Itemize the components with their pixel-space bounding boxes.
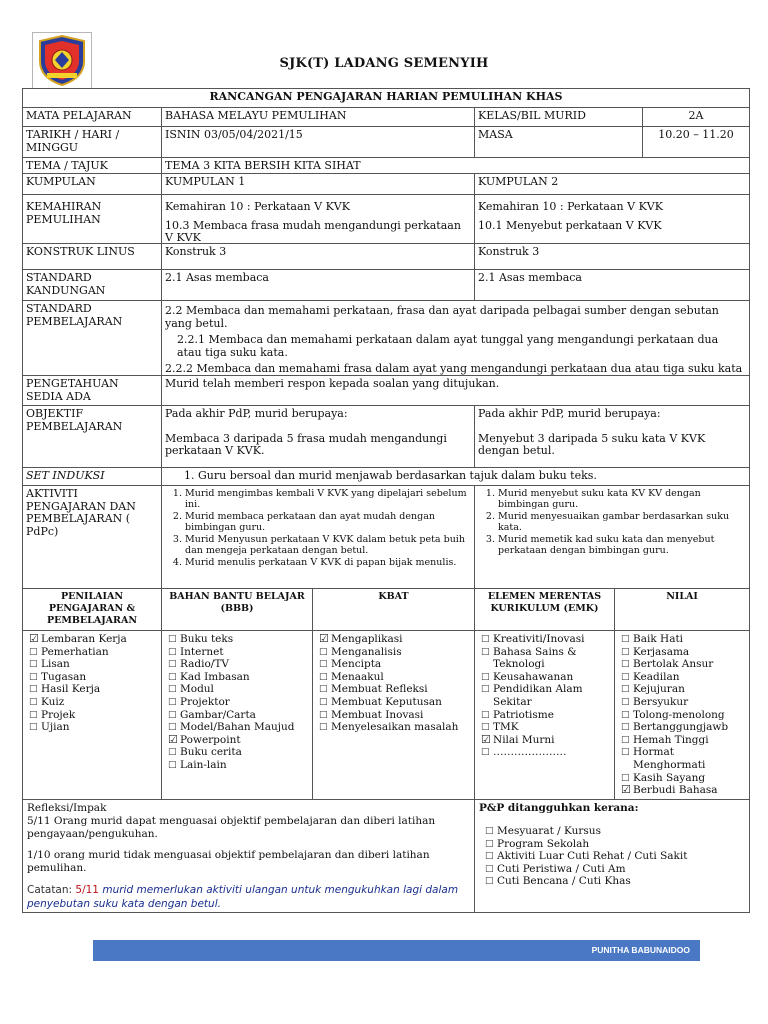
class-label: KELAS/BIL MURID xyxy=(475,108,643,126)
lesson-plan-table xyxy=(22,88,750,913)
group-1-heading: KUMPULAN 1 xyxy=(162,174,475,194)
reflection-label: Refleksi/Impak xyxy=(27,802,107,814)
activities-group-2 xyxy=(475,486,749,588)
list-item: 2. Murid membaca perkataan dan ayat mudah dengan bimbingan guru. xyxy=(185,511,471,533)
checkbox-item[interactable]: □ Tolong-menolong xyxy=(633,709,745,722)
note-label: Catatan: xyxy=(27,884,73,896)
list-item: 3. Murid memetik kad suku kata dan menyebut perkataan dengan bimbingan guru. xyxy=(498,534,746,556)
checkbox-item[interactable]: □ Kerjasama xyxy=(633,646,745,659)
note-text: murid memerlukan aktiviti ulangan untuk mengukuhkan lagi dalam penyebutan suku kata dengan betul. xyxy=(27,884,459,910)
checkbox-item[interactable]: □ Buku teks xyxy=(180,633,308,646)
checkbox-item[interactable]: □ Bertanggungjawb xyxy=(633,721,745,734)
skill-g1-line2: 10.3 Membaca frasa mudah mengandungi perkataan V KVK xyxy=(165,218,461,243)
group-label: KUMPULAN xyxy=(23,174,162,194)
learning-standard-line-2: 2.2.1 Membaca dan memahami perkataan dalam ayat tunggal yang mengandungi perkataan dua atau tiga suku kata. xyxy=(177,333,719,359)
checkbox-item[interactable]: □ Hasil Kerja xyxy=(41,683,157,696)
checkbox-item[interactable]: □ Model/Bahan Maujud xyxy=(180,721,308,734)
postponed-cell xyxy=(475,800,749,912)
checkbox-item[interactable]: □ Lisan xyxy=(41,658,157,671)
emk-blank-line: □ ………………… xyxy=(493,746,610,759)
subject-value: BAHASA MELAYU PEMULIHAN xyxy=(162,108,475,126)
note-count: 5/11 xyxy=(75,884,99,896)
skill-label: KEMAHIRAN PEMULIHAN xyxy=(23,195,162,243)
group-2-heading: KUMPULAN 2 xyxy=(478,175,559,188)
theme-label: TEMA / TAJUK xyxy=(23,158,162,173)
objective-g1-intro: Pada akhir PdP, murid berupaya: xyxy=(165,407,348,420)
checkbox-item[interactable]: □ Kasih Sayang xyxy=(633,772,745,785)
skill-g1-line1: Kemahiran 10 : Perkataan V KVK xyxy=(165,200,350,213)
skill-row xyxy=(23,195,749,244)
objective-g2-intro: Pada akhir PdP, murid berupaya: xyxy=(478,407,661,420)
learning-standard-row xyxy=(23,301,749,376)
checkbox-item[interactable]: □ Patriotisme xyxy=(493,709,610,722)
activities-row xyxy=(23,486,749,589)
checkbox-item[interactable]: □ Mencipta xyxy=(331,658,470,671)
checkbox-item[interactable]: ☑ Powerpoint xyxy=(180,734,308,747)
list-item: 2. Murid menyesuaikan gambar berdasarkan suku kata. xyxy=(498,511,746,533)
construct-group-1: Konstruk 3 xyxy=(162,244,475,269)
induction-label: SET INDUKSI xyxy=(23,468,162,485)
emk-header: ELEMEN MERENTAS KURIKULUM (EMK) xyxy=(475,589,615,630)
skill-g2-line1: Kemahiran 10 : Perkataan V KVK xyxy=(478,200,663,213)
list-item: 1. Murid mengimbas kembali V KVK yang dipelajari sebelum ini. xyxy=(185,488,471,510)
learning-standard-line-1: 2.2 Membaca dan memahami perkataan, frasa dan ayat daripada pelbagai sumber dengan sebutan yang betul. xyxy=(165,304,719,330)
construct-label: KONSTRUK LINUS xyxy=(23,244,162,269)
list-item: 4. Murid menulis perkataan V KVK di papan bijak menulis. xyxy=(185,557,471,568)
postponed-label: P&P ditangguhkan kerana: xyxy=(479,802,639,814)
content-standard-group-1: 2.1 Asas membaca xyxy=(162,270,475,300)
prior-knowledge-value: Murid telah memberi respon kepada soalan yang ditujukan. xyxy=(165,377,500,390)
plan-title: RANCANGAN PENGAJARAN HARIAN PEMULIHAN KHAS xyxy=(209,90,563,103)
checkbox-item[interactable]: □ Membuat Refleksi xyxy=(331,683,470,696)
reflection-para-2: 1/10 orang murid tidak menguasai objektif pembelajaran dan diberi latihan pemulihan. xyxy=(27,849,430,874)
date-row xyxy=(23,127,749,158)
activities-g2-list xyxy=(478,488,746,556)
checkbox-item[interactable]: □ Keusahawanan xyxy=(493,671,610,684)
date-label: TARIKH / HARI / MINGGU xyxy=(23,127,162,157)
theme-row xyxy=(23,158,749,174)
checkbox-item[interactable]: □ Buku cerita xyxy=(180,746,308,759)
skill-group-1 xyxy=(162,195,475,243)
emk-list xyxy=(475,631,615,799)
content-standard-group-2: 2.1 Asas membaca xyxy=(478,271,582,284)
activities-group-1 xyxy=(162,486,475,588)
group-row xyxy=(23,174,749,195)
checkbox-item[interactable]: □ Menganalisis xyxy=(331,646,470,659)
checkbox-item[interactable]: □ Hemah Tinggi xyxy=(633,734,745,747)
checkbox-item[interactable]: □ Bersyukur xyxy=(633,696,745,709)
checkbox-item[interactable]: □ TMK xyxy=(493,721,610,734)
checkbox-item[interactable]: □ Cuti Peristiwa / Cuti Am xyxy=(497,863,741,876)
checkbox-item[interactable]: □ Tugasan xyxy=(41,671,157,684)
reflection-row xyxy=(23,800,749,912)
checkbox-item[interactable]: □ Ujian xyxy=(41,721,157,734)
learning-standard-text xyxy=(162,301,749,375)
checkbox-item[interactable]: □ Menaakul xyxy=(331,671,470,684)
checkbox-item[interactable]: □ Gambar/Carta xyxy=(180,709,308,722)
checkbox-item[interactable]: □ Pendidikan Alam Sekitar xyxy=(493,683,610,708)
prior-knowledge-label: PENGETAHUAN SEDIA ADA xyxy=(23,376,162,405)
checkbox-item[interactable]: □ Kad Imbasan xyxy=(180,671,308,684)
checkbox-item[interactable]: □ Membuat Keputusan xyxy=(331,696,470,709)
induction-value: 1. Guru bersoal dan murid menjawab berdasarkan tajuk dalam buku teks. xyxy=(184,469,597,482)
time-label: MASA xyxy=(475,127,643,157)
learning-standard-label: STANDARD PEMBELAJARAN xyxy=(23,301,162,375)
theme-value: TEMA 3 KITA BERSIH KITA SIHAT xyxy=(165,159,361,172)
reflection-note xyxy=(27,883,470,911)
checkbox-item[interactable]: □ Bertolak Ansur xyxy=(633,658,745,671)
postponed-list xyxy=(479,825,745,890)
nilai-header: NILAI xyxy=(666,591,698,602)
list-item: 3. Murid Menyusun perkataan V KVK dalam betuk peta buih dan mengeja perkataan dengan betul. xyxy=(185,534,471,556)
checkbox-item[interactable]: □ Hormat Menghormati xyxy=(633,746,745,771)
checkbox-item[interactable]: □ Projek xyxy=(41,709,157,722)
footer-author-bar: PUNITHA BABUNAIDOO xyxy=(93,940,700,961)
checkbox-item[interactable]: □ Kuiz xyxy=(41,696,157,709)
objective-group-1 xyxy=(162,406,475,467)
materials-header: BAHAN BANTU BELAJAR (BBB) xyxy=(162,589,313,630)
content-standard-row xyxy=(23,270,749,301)
checkbox-item[interactable]: □ Baik Hati xyxy=(633,633,745,646)
activities-label: AKTIVITI PENGAJARAN DAN PEMBELAJARAN ( PdPc) xyxy=(23,486,162,588)
objective-row xyxy=(23,406,749,468)
checkbox-item[interactable]: □ Menyelesaikan masalah xyxy=(331,721,470,734)
construct-group-2: Konstruk 3 xyxy=(478,245,540,258)
list-item: 1. Murid menyebut suku kata KV KV dengan bimbingan guru. xyxy=(498,488,746,510)
skill-group-2 xyxy=(475,195,749,243)
checkbox-item[interactable]: ☑ Nilai Murni xyxy=(493,734,610,747)
kbat-header: KBAT xyxy=(313,589,475,630)
objective-g2-text: Menyebut 3 daripada 5 suku kata V KVK dengan betul. xyxy=(478,431,706,457)
school-name: SJK(T) LADANG SEMENYIH xyxy=(279,56,489,71)
checkbox-item[interactable]: □ Modul xyxy=(180,683,308,696)
subject-row xyxy=(23,108,749,127)
checkbox-item[interactable]: □ Mesyuarat / Kursus xyxy=(497,825,741,838)
learning-standard-line-3: 2.2.2 Membaca dan memahami frasa dalam ayat yang mengandungi perkataan dua atau tiga suku kata xyxy=(165,362,743,375)
prior-knowledge-row xyxy=(23,376,749,406)
nilai-list xyxy=(615,631,749,799)
objective-group-2 xyxy=(475,406,749,467)
checkbox-item[interactable]: □ Kreativiti/Inovasi xyxy=(493,633,610,646)
construct-row xyxy=(23,244,749,270)
checkbox-item[interactable]: □ Pemerhatian xyxy=(41,646,157,659)
checkbox-item[interactable]: □ Cuti Bencana / Cuti Khas xyxy=(497,875,741,888)
checkbox-item[interactable]: □ Kejujuran xyxy=(633,683,745,696)
reflection-para-1: 5/11 Orang murid dapat menguasai objektif pembelajaran dan diberi latihan pengayaan/pengukuhan. xyxy=(27,815,436,840)
checkbox-item[interactable]: □ Keadilan xyxy=(633,671,745,684)
checkbox-item[interactable]: ☑ Berbudi Bahasa xyxy=(633,784,745,797)
checkbox-item[interactable]: ☑ Mengaplikasi xyxy=(331,633,470,646)
activities-g1-list xyxy=(165,488,471,568)
content-standard-label: STANDARD KANDUNGAN xyxy=(23,270,162,300)
checkbox-item[interactable]: □ Program Sekolah xyxy=(497,838,741,851)
assessment-header-row xyxy=(23,589,749,631)
class-value: 2A xyxy=(688,109,704,122)
plan-title-row xyxy=(23,89,749,108)
assessment-list xyxy=(23,631,162,799)
checkbox-item[interactable]: □ Internet xyxy=(180,646,308,659)
checkbox-item[interactable]: □ Radio/TV xyxy=(180,658,308,671)
checklist-row xyxy=(23,631,749,800)
assessment-header: PENILAIAN PENGAJARAN & PEMBELAJARAN xyxy=(23,589,162,630)
objective-g1-text: Membaca 3 daripada 5 frasa mudah mengandungi perkataan V KVK. xyxy=(165,431,447,457)
checkbox-item[interactable]: □ Aktiviti Luar Cuti Rehat / Cuti Sakit xyxy=(497,850,741,863)
checkbox-item[interactable]: □ Projektor xyxy=(180,696,308,709)
objective-label: OBJEKTIF PEMBELAJARAN xyxy=(23,406,162,467)
subject-label: MATA PELAJARAN xyxy=(23,108,162,126)
time-value: 10.20 – 11.20 xyxy=(658,128,734,141)
checkbox-item[interactable]: ☑ Lembaran Kerja xyxy=(41,633,157,646)
checkbox-item[interactable]: □ Bahasa Sains & Teknologi xyxy=(493,646,610,671)
checkbox-item[interactable]: □ Membuat Inovasi xyxy=(331,709,470,722)
skill-g2-line2: 10.1 Menyebut perkataan V KVK xyxy=(478,218,662,232)
induction-row xyxy=(23,468,749,486)
kbat-list xyxy=(313,631,475,799)
date-value: ISNIN 03/05/04/2021/15 xyxy=(162,127,475,157)
materials-list xyxy=(162,631,313,799)
reflection-cell xyxy=(23,800,475,912)
checkbox-item[interactable]: □ Lain-lain xyxy=(180,759,308,772)
